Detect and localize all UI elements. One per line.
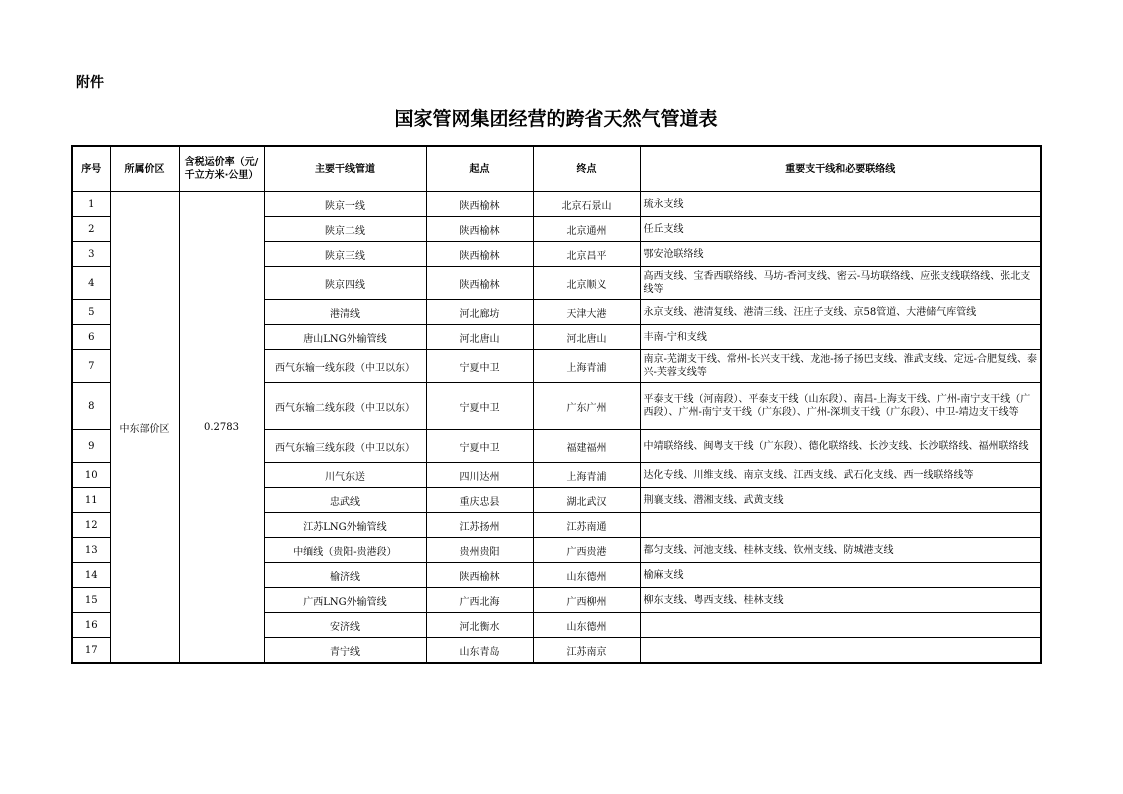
cell-start: 宁夏中卫 [426,383,533,430]
cell-main: 广西LNG外输管线 [264,588,426,613]
cell-end: 广西贵港 [533,538,640,563]
cell-start: 四川达州 [426,463,533,488]
cell-end: 福建福州 [533,430,640,463]
cell-branch: 都匀支线、河池支线、桂林支线、钦州支线、防城港支线 [640,538,1041,563]
cell-start: 江苏扬州 [426,513,533,538]
cell-seq: 10 [72,463,110,488]
cell-end: 北京石景山 [533,192,640,217]
cell-end: 北京通州 [533,217,640,242]
cell-branch: 永京支线、港清复线、港清三线、汪庄子支线、京58管道、大港储气库管线 [640,300,1041,325]
cell-main: 西气东输一线东段（中卫以东） [264,350,426,383]
cell-branch: 任丘支线 [640,217,1041,242]
header-rate: 含税运价率（元/千立方米·公里） [179,146,264,192]
cell-seq: 8 [72,383,110,430]
header-seq: 序号 [72,146,110,192]
cell-main: 安济线 [264,613,426,638]
cell-start: 宁夏中卫 [426,350,533,383]
cell-main: 陕京二线 [264,217,426,242]
cell-branch: 柳东支线、粤西支线、桂林支线 [640,588,1041,613]
cell-start: 贵州贵阳 [426,538,533,563]
cell-start: 陕西榆林 [426,267,533,300]
cell-seq: 15 [72,588,110,613]
cell-end: 湖北武汉 [533,488,640,513]
cell-start: 河北唐山 [426,325,533,350]
cell-end: 江苏南京 [533,638,640,664]
cell-seq: 16 [72,613,110,638]
cell-branch: 高西支线、宝香西联络线、马坊-香河支线、密云-马坊联络线、应张支线联络线、张北支线等 [640,267,1041,300]
cell-seq: 17 [72,638,110,664]
cell-start: 陕西榆林 [426,563,533,588]
cell-seq: 6 [72,325,110,350]
cell-seq: 3 [72,242,110,267]
cell-main: 忠武线 [264,488,426,513]
cell-seq: 7 [72,350,110,383]
cell-main: 川气东送 [264,463,426,488]
cell-zone: 中东部价区 [110,192,179,664]
cell-start: 河北廊坊 [426,300,533,325]
cell-seq: 13 [72,538,110,563]
cell-branch: 丰南-宁和支线 [640,325,1041,350]
cell-main: 西气东输二线东段（中卫以东） [264,383,426,430]
cell-end: 广西柳州 [533,588,640,613]
cell-main: 陕京一线 [264,192,426,217]
cell-start: 陕西榆林 [426,192,533,217]
header-start: 起点 [426,146,533,192]
attachment-label: 附件 [76,75,104,91]
cell-seq: 12 [72,513,110,538]
cell-rate: 0.2783 [179,192,264,664]
cell-seq: 11 [72,488,110,513]
cell-branch: 中靖联络线、闽粤支干线（广东段）、德化联络线、长沙支线、长沙联络线、福州联络线 [640,430,1041,463]
cell-start: 陕西榆林 [426,217,533,242]
cell-main: 陕京三线 [264,242,426,267]
cell-branch: 榆麻支线 [640,563,1041,588]
cell-main: 陕京四线 [264,267,426,300]
cell-end: 山东德州 [533,563,640,588]
cell-start: 山东青岛 [426,638,533,664]
cell-end: 上海青浦 [533,463,640,488]
cell-seq: 4 [72,267,110,300]
cell-end: 上海青浦 [533,350,640,383]
cell-end: 山东德州 [533,613,640,638]
cell-branch [640,638,1041,664]
cell-seq: 14 [72,563,110,588]
header-branch: 重要支干线和必要联络线 [640,146,1041,192]
cell-main: 唐山LNG外输管线 [264,325,426,350]
cell-branch: 荆襄支线、潜湘支线、武黄支线 [640,488,1041,513]
cell-end: 北京昌平 [533,242,640,267]
cell-branch [640,513,1041,538]
cell-main: 港清线 [264,300,426,325]
cell-start: 河北衡水 [426,613,533,638]
cell-end: 北京顺义 [533,267,640,300]
header-main-pipeline: 主要干线管道 [264,146,426,192]
cell-end: 广东广州 [533,383,640,430]
cell-main: 西气东输三线东段（中卫以东） [264,430,426,463]
table-header-row [72,146,1041,192]
cell-seq: 9 [72,430,110,463]
cell-main: 江苏LNG外输管线 [264,513,426,538]
cell-seq: 1 [72,192,110,217]
cell-branch [640,613,1041,638]
cell-branch: 鄂安沧联络线 [640,242,1041,267]
cell-start: 重庆忠县 [426,488,533,513]
cell-start: 陕西榆林 [426,242,533,267]
header-zone: 所属价区 [110,146,179,192]
cell-main: 榆济线 [264,563,426,588]
pipeline-table [71,145,1042,664]
cell-branch: 琉永支线 [640,192,1041,217]
cell-end: 天津大港 [533,300,640,325]
cell-branch: 平泰支干线（河南段）、平泰支干线（山东段）、南昌-上海支干线、广州-南宁支干线（广西段）、广州-南宁支干线（广东段）、广州-深圳支干线（广东段）、中卫-靖边支干线等 [640,383,1041,430]
cell-seq: 2 [72,217,110,242]
cell-end: 河北唐山 [533,325,640,350]
cell-branch: 南京-芜湖支干线、常州-长兴支干线、龙池-扬子扬巴支线、淮武支线、定远-合肥复线、泰兴-芙蓉支线等 [640,350,1041,383]
page-title: 国家管网集团经营的跨省天然气管道表 [394,108,718,130]
cell-start: 广西北海 [426,588,533,613]
table-row [72,192,1041,217]
cell-end: 江苏南通 [533,513,640,538]
cell-seq: 5 [72,300,110,325]
cell-branch: 达化专线、川维支线、南京支线、江西支线、武石化支线、西一线联络线等 [640,463,1041,488]
cell-main: 中缅线（贵阳-贵港段） [264,538,426,563]
cell-start: 宁夏中卫 [426,430,533,463]
cell-main: 青宁线 [264,638,426,664]
header-end: 终点 [533,146,640,192]
